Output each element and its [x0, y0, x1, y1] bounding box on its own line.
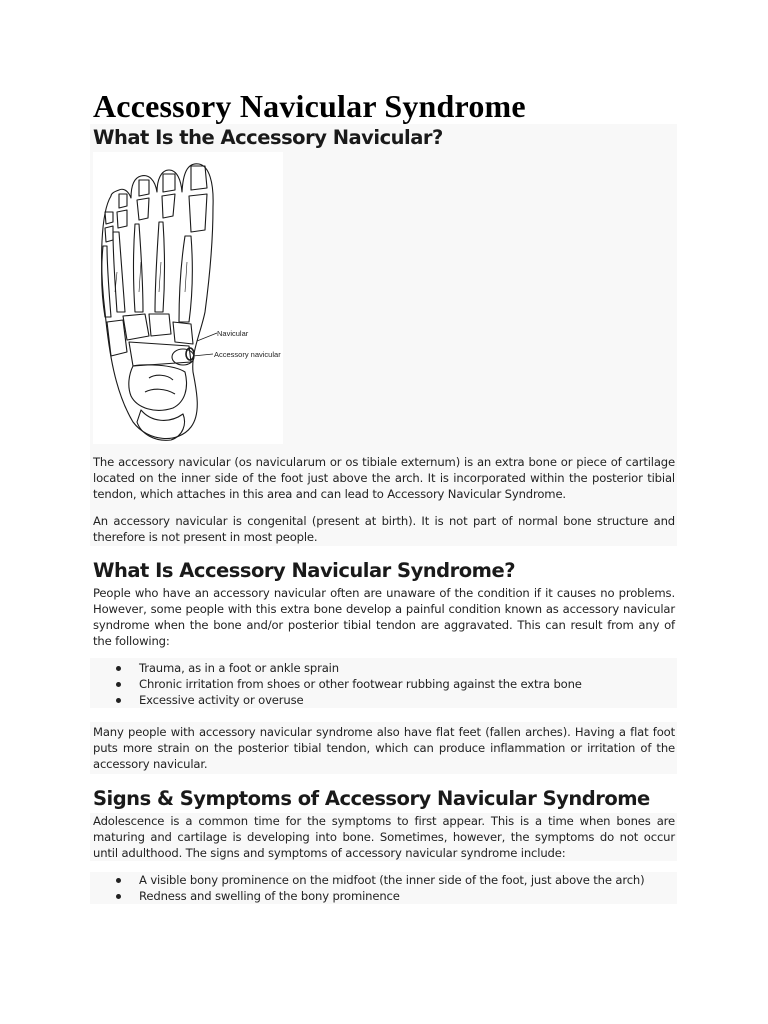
list-item-text: Chronic irritation from shoes or other footwear rubbing against the extra bone [139, 677, 582, 691]
document-title: Accessory Navicular Syndrome [93, 88, 526, 124]
paragraph-symptoms-intro: Adolescence is a common time for the symptoms to first appear. This is a time when bones are maturing and cartilage is developing into bone. Sometimes, however, the symptoms do not occur until adulthood. The signs and symptoms of accessory navicular syndrome include: [93, 814, 675, 860]
paragraph-definition: The accessory navicular (os navicularum or os tibiale externum) is an extra bone or piece of cartilage located on the inner side of the foot just above the arch. It is incorporated within the posterior tibial tendon, which attaches in this area and can lead to Accessory Navicular Syndrome. [93, 455, 675, 501]
paragraph-congenital: An accessory navicular is congenital (present at birth). It is not part of normal bone structure and therefore is not present in most people. [93, 514, 675, 544]
symptoms-list [93, 872, 675, 904]
list-item-text: Excessive activity or overuse [139, 693, 304, 707]
navicular-label: Navicular [217, 329, 249, 338]
bullet-icon [116, 894, 121, 899]
accessory-navicular-label: Accessory navicular [214, 350, 281, 359]
bullet-icon [116, 878, 121, 883]
section-heading-syndrome: What Is Accessory Navicular Syndrome? [93, 559, 516, 582]
bullet-icon [116, 698, 121, 703]
list-item [93, 888, 675, 904]
bullet-icon [116, 666, 121, 671]
section-heading-symptoms: Signs & Symptoms of Accessory Navicular Syndrome [93, 787, 650, 810]
foot-bones-illustration [93, 152, 283, 444]
foot-skeleton-figure [93, 152, 283, 444]
paragraph-flat-feet: Many people with accessory navicular syndrome also have flat feet (fallen arches). Having a flat foot puts more strain on the posterior tibial tendon, which can produce inflammation or irritation of the accessory navicular. [93, 725, 675, 771]
list-item [93, 676, 675, 692]
bullet-icon [116, 682, 121, 687]
list-item [93, 872, 675, 888]
paragraph-syndrome-intro: People who have an accessory navicular often are unaware of the condition if it causes no problems. However, some people with this extra bone develop a painful condition known as accessory navicular syndrome when the bone and/or posterior tibial tendon are aggravated. This can result from any of the following: [93, 586, 675, 648]
list-item-text: Redness and swelling of the bony prominence [139, 889, 400, 903]
causes-list [93, 660, 675, 708]
list-item-text: Trauma, as in a foot or ankle sprain [139, 661, 339, 675]
section-heading-what-is: What Is the Accessory Navicular? [93, 126, 443, 149]
list-item [93, 660, 675, 676]
list-item-text: A visible bony prominence on the midfoot (the inner side of the foot, just above the arch) [139, 873, 645, 887]
list-item [93, 692, 675, 708]
